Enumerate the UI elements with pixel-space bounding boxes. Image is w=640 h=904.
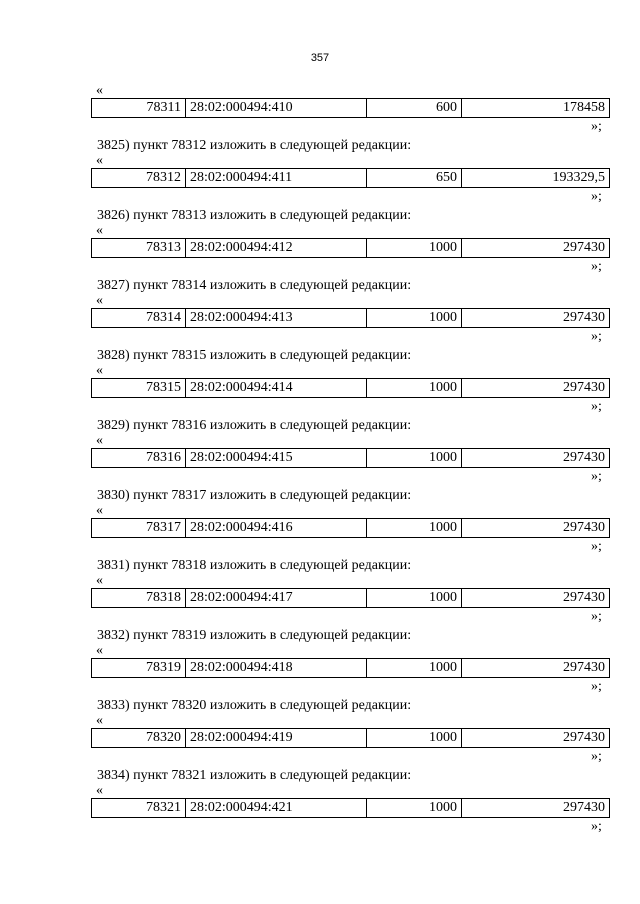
area-cell: 1000 — [367, 589, 462, 608]
item-number-cell: 78314 — [92, 309, 186, 328]
area-cell: 1000 — [367, 309, 462, 328]
item-number-cell: 78316 — [92, 449, 186, 468]
value-cell: 178458 — [462, 99, 610, 118]
table-row-cells — [92, 519, 610, 538]
area-cell: 1000 — [367, 449, 462, 468]
item-number-cell: 78321 — [92, 799, 186, 818]
item-number-cell: 78319 — [92, 659, 186, 678]
area-cell: 1000 — [367, 239, 462, 258]
amendment-instruction: 3833) пункт 78320 изложить в следующей редакции: — [97, 698, 412, 713]
value-cell: 193329,5 — [462, 169, 610, 188]
table-row — [91, 98, 610, 118]
value-cell: 297430 — [462, 799, 610, 818]
value-cell: 297430 — [462, 449, 610, 468]
table-row-cells — [92, 589, 610, 608]
value-cell: 297430 — [462, 589, 610, 608]
cadastral-number-cell: 28:02:000494:421 — [186, 799, 367, 818]
table-row-cells — [92, 169, 610, 188]
area-cell: 1000 — [367, 799, 462, 818]
quote-open: « — [96, 573, 103, 588]
table-row-cells — [92, 239, 610, 258]
cadastral-number-cell: 28:02:000494:411 — [186, 169, 367, 188]
item-number-cell: 78318 — [92, 589, 186, 608]
quote-close: »; — [591, 329, 602, 344]
cadastral-number-cell: 28:02:000494:413 — [186, 309, 367, 328]
quote-open: « — [96, 643, 103, 658]
quote-close: »; — [591, 469, 602, 484]
quote-open: « — [96, 783, 103, 798]
table-row — [91, 238, 610, 258]
table-row — [91, 658, 610, 678]
quote-close: »; — [591, 259, 602, 274]
quote-open: « — [96, 363, 103, 378]
quote-close: »; — [591, 819, 602, 834]
amendment-instruction: 3830) пункт 78317 изложить в следующей редакции: — [97, 488, 412, 503]
quote-close: »; — [591, 189, 602, 204]
table-row — [91, 798, 610, 818]
item-number-cell: 78311 — [92, 99, 186, 118]
area-cell: 1000 — [367, 659, 462, 678]
cadastral-number-cell: 28:02:000494:410 — [186, 99, 367, 118]
quote-close: »; — [591, 399, 602, 414]
quote-close: »; — [591, 539, 602, 554]
table-row — [91, 448, 610, 468]
value-cell: 297430 — [462, 379, 610, 398]
value-cell: 297430 — [462, 659, 610, 678]
page-number: 357 — [310, 52, 330, 64]
table-row — [91, 588, 610, 608]
quote-open: « — [96, 223, 103, 238]
item-number-cell: 78320 — [92, 729, 186, 748]
amendment-instruction: 3831) пункт 78318 изложить в следующей редакции: — [97, 558, 412, 573]
table-row — [91, 728, 610, 748]
cadastral-number-cell: 28:02:000494:416 — [186, 519, 367, 538]
amendment-instruction: 3827) пункт 78314 изложить в следующей редакции: — [97, 278, 412, 293]
quote-close: »; — [591, 749, 602, 764]
quote-open: « — [96, 433, 103, 448]
amendment-instruction: 3825) пункт 78312 изложить в следующей редакции: — [97, 138, 412, 153]
amendment-instruction: 3832) пункт 78319 изложить в следующей редакции: — [97, 628, 412, 643]
quote-open: « — [96, 153, 103, 168]
value-cell: 297430 — [462, 519, 610, 538]
item-number-cell: 78312 — [92, 169, 186, 188]
table-row-cells — [92, 309, 610, 328]
area-cell: 600 — [367, 99, 462, 118]
cadastral-number-cell: 28:02:000494:412 — [186, 239, 367, 258]
cadastral-number-cell: 28:02:000494:419 — [186, 729, 367, 748]
quote-close: »; — [591, 119, 602, 134]
cadastral-number-cell: 28:02:000494:414 — [186, 379, 367, 398]
table-row — [91, 308, 610, 328]
table-row-cells — [92, 799, 610, 818]
table-row-cells — [92, 99, 610, 118]
quote-open: « — [96, 503, 103, 518]
table-row — [91, 518, 610, 538]
value-cell: 297430 — [462, 729, 610, 748]
cadastral-number-cell: 28:02:000494:415 — [186, 449, 367, 468]
quote-open: « — [96, 83, 103, 98]
table-row — [91, 378, 610, 398]
area-cell: 1000 — [367, 729, 462, 748]
cadastral-number-cell: 28:02:000494:417 — [186, 589, 367, 608]
quote-close: »; — [591, 679, 602, 694]
value-cell: 297430 — [462, 239, 610, 258]
area-cell: 1000 — [367, 379, 462, 398]
amendment-instruction: 3834) пункт 78321 изложить в следующей редакции: — [97, 768, 412, 783]
value-cell: 297430 — [462, 309, 610, 328]
table-row-cells — [92, 659, 610, 678]
amendment-instruction: 3829) пункт 78316 изложить в следующей редакции: — [97, 418, 412, 433]
item-number-cell: 78313 — [92, 239, 186, 258]
amendment-instruction: 3828) пункт 78315 изложить в следующей редакции: — [97, 348, 412, 363]
item-number-cell: 78317 — [92, 519, 186, 538]
area-cell: 650 — [367, 169, 462, 188]
quote-open: « — [96, 293, 103, 308]
item-number-cell: 78315 — [92, 379, 186, 398]
cadastral-number-cell: 28:02:000494:418 — [186, 659, 367, 678]
amendment-instruction: 3826) пункт 78313 изложить в следующей редакции: — [97, 208, 412, 223]
table-row-cells — [92, 729, 610, 748]
quote-close: »; — [591, 609, 602, 624]
table-row-cells — [92, 379, 610, 398]
table-row — [91, 168, 610, 188]
table-row-cells — [92, 449, 610, 468]
quote-open: « — [96, 713, 103, 728]
area-cell: 1000 — [367, 519, 462, 538]
